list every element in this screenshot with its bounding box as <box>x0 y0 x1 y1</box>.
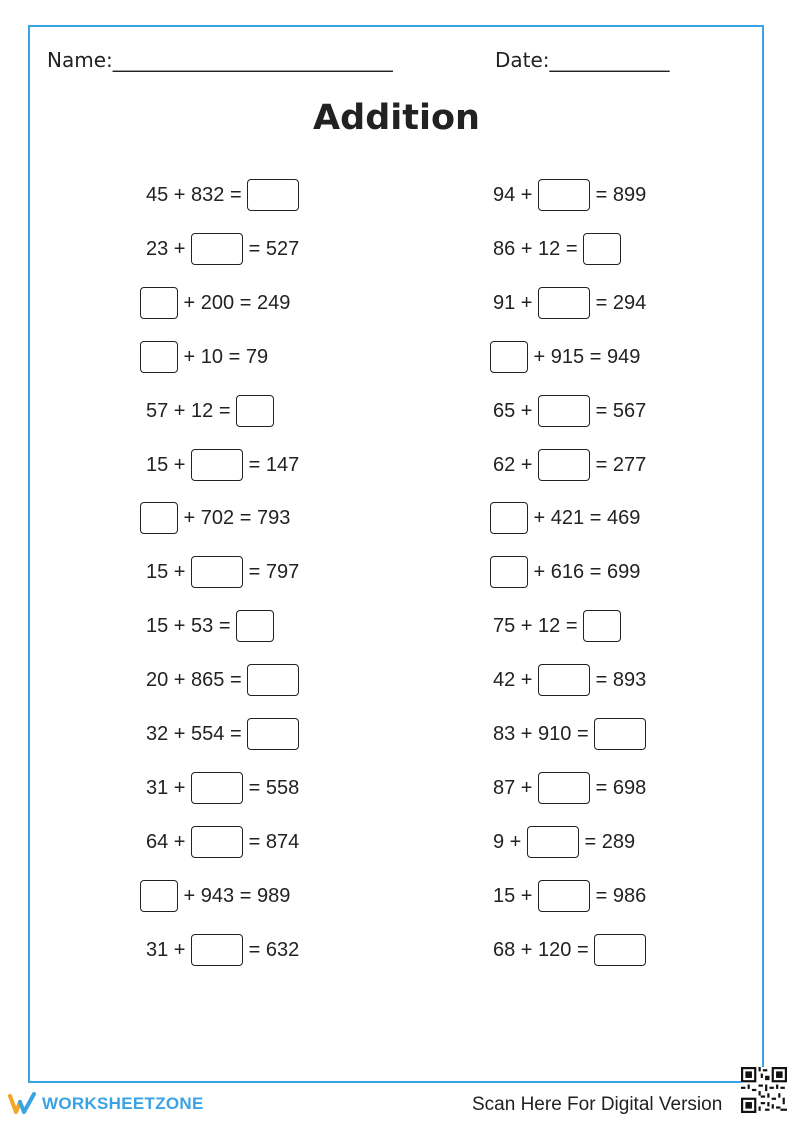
problem-text: + 616 = 699 <box>528 561 641 584</box>
worksheetzone-logo-icon <box>8 1092 38 1116</box>
problem-row <box>493 178 646 212</box>
answer-box[interactable] <box>538 287 590 319</box>
problem-row <box>140 340 268 374</box>
problem-row <box>146 663 299 697</box>
answer-box[interactable] <box>538 395 590 427</box>
problem-text: = 874 <box>243 830 300 853</box>
problem-row <box>146 448 299 482</box>
problem-text: 31 + <box>146 938 192 961</box>
problem-text: + 915 = 949 <box>528 345 641 368</box>
problem-text: = 558 <box>243 776 300 799</box>
problem-row <box>146 771 299 805</box>
problem-row <box>140 879 290 913</box>
answer-box[interactable] <box>140 341 178 373</box>
answer-box[interactable] <box>538 179 590 211</box>
answer-box[interactable] <box>538 880 590 912</box>
problem-text: 75 + 12 = <box>493 615 584 638</box>
answer-box[interactable] <box>594 718 646 750</box>
problem-text: = 986 <box>590 884 647 907</box>
problem-text: 20 + 865 = <box>146 669 248 692</box>
problem-text: 94 + <box>493 184 539 206</box>
problem-text: 23 + <box>146 237 192 260</box>
problem-text: 9 + <box>493 830 527 853</box>
problem-text: 86 + 12 = <box>493 237 584 260</box>
problem-text: = 289 <box>578 830 636 853</box>
answer-box[interactable] <box>191 826 243 858</box>
answer-box[interactable] <box>191 934 243 966</box>
problem-row <box>493 825 635 859</box>
problem-row <box>493 609 621 643</box>
answer-box[interactable] <box>140 880 178 912</box>
problem-row <box>490 340 640 374</box>
problem-row <box>493 232 621 266</box>
problem-text: 15 + <box>146 561 192 584</box>
problem-row <box>493 663 646 697</box>
problem-row <box>140 501 290 535</box>
answer-box[interactable] <box>247 718 299 750</box>
page-title: Addition <box>313 98 480 138</box>
answer-box[interactable] <box>490 556 528 588</box>
problem-row <box>146 717 299 751</box>
answer-box[interactable] <box>538 664 590 696</box>
answer-box[interactable] <box>191 233 243 265</box>
problem-text: 32 + 554 = <box>146 723 248 745</box>
answer-box[interactable] <box>538 772 590 804</box>
answer-box[interactable] <box>236 610 274 642</box>
problem-text: = 294 <box>590 291 647 314</box>
date-field-label: Date:____________ <box>495 48 670 72</box>
problem-row <box>146 933 299 967</box>
problem-row <box>493 394 646 428</box>
problem-row <box>140 286 290 320</box>
name-field-label: Name:____________________________ <box>47 48 393 72</box>
problem-text: = 567 <box>590 399 647 422</box>
problem-text: = 698 <box>590 776 647 799</box>
problem-text: 15 + <box>493 884 539 907</box>
problem-text: + 200 = 249 <box>178 291 291 314</box>
answer-box[interactable] <box>583 233 621 265</box>
scan-caption: Scan Here For Digital Version <box>472 1094 723 1115</box>
problem-row <box>493 879 646 913</box>
problem-text: 42 + <box>493 669 539 692</box>
problem-text: = 147 <box>243 453 300 476</box>
problem-row <box>146 178 299 212</box>
answer-box[interactable] <box>527 826 579 858</box>
problem-text: 91 + <box>493 291 539 314</box>
problem-text: = 632 <box>243 938 300 961</box>
problem-row <box>146 232 299 266</box>
problem-text: 57 + 12 = <box>146 399 237 422</box>
answer-box[interactable] <box>490 341 528 373</box>
problem-text: 83 + 910 = <box>493 723 595 745</box>
problem-row <box>493 717 646 751</box>
answer-box[interactable] <box>191 449 243 481</box>
problem-text: 68 + 120 = <box>493 938 595 961</box>
problem-text: = 527 <box>243 237 300 260</box>
problem-text: = 797 <box>243 561 300 584</box>
problem-row <box>146 825 299 859</box>
problem-row <box>490 501 640 535</box>
problem-text: = 899 <box>590 184 647 206</box>
answer-box[interactable] <box>247 179 299 211</box>
problem-row <box>146 394 274 428</box>
problem-text: + 943 = 989 <box>178 884 291 907</box>
answer-box[interactable] <box>191 772 243 804</box>
qr-code-icon[interactable] <box>741 1067 787 1113</box>
problem-text: 15 + <box>146 453 192 476</box>
problem-text: + 10 = 79 <box>178 345 269 368</box>
answer-box[interactable] <box>140 287 178 319</box>
problem-row <box>493 286 646 320</box>
problem-row <box>146 555 299 589</box>
problem-row <box>493 771 646 805</box>
problem-text: 15 + 53 = <box>146 615 237 638</box>
answer-box[interactable] <box>140 502 178 534</box>
answer-box[interactable] <box>236 395 274 427</box>
problem-row <box>490 555 640 589</box>
answer-box[interactable] <box>594 934 646 966</box>
problem-row <box>493 933 646 967</box>
problem-text: 31 + <box>146 776 192 799</box>
problem-text: + 702 = 793 <box>178 507 291 530</box>
problem-text: = 893 <box>590 669 647 692</box>
problem-row <box>146 609 274 643</box>
problem-text: = 277 <box>590 453 647 476</box>
answer-box[interactable] <box>583 610 621 642</box>
worksheetzone-logo <box>8 1090 204 1118</box>
answer-box[interactable] <box>191 556 243 588</box>
problem-text: 64 + <box>146 830 192 853</box>
problem-text: 45 + 832 = <box>146 184 248 206</box>
problem-row <box>493 448 646 482</box>
worksheet-border <box>28 25 764 1083</box>
problem-text: 62 + <box>493 453 539 476</box>
answer-box[interactable] <box>538 449 590 481</box>
logo-text: WORKSHEETZONE <box>42 1094 204 1113</box>
answer-box[interactable] <box>247 664 299 696</box>
problem-text: 65 + <box>493 399 539 422</box>
answer-box[interactable] <box>490 502 528 534</box>
problem-text: + 421 = 469 <box>528 507 641 530</box>
problem-text: 87 + <box>493 776 539 799</box>
